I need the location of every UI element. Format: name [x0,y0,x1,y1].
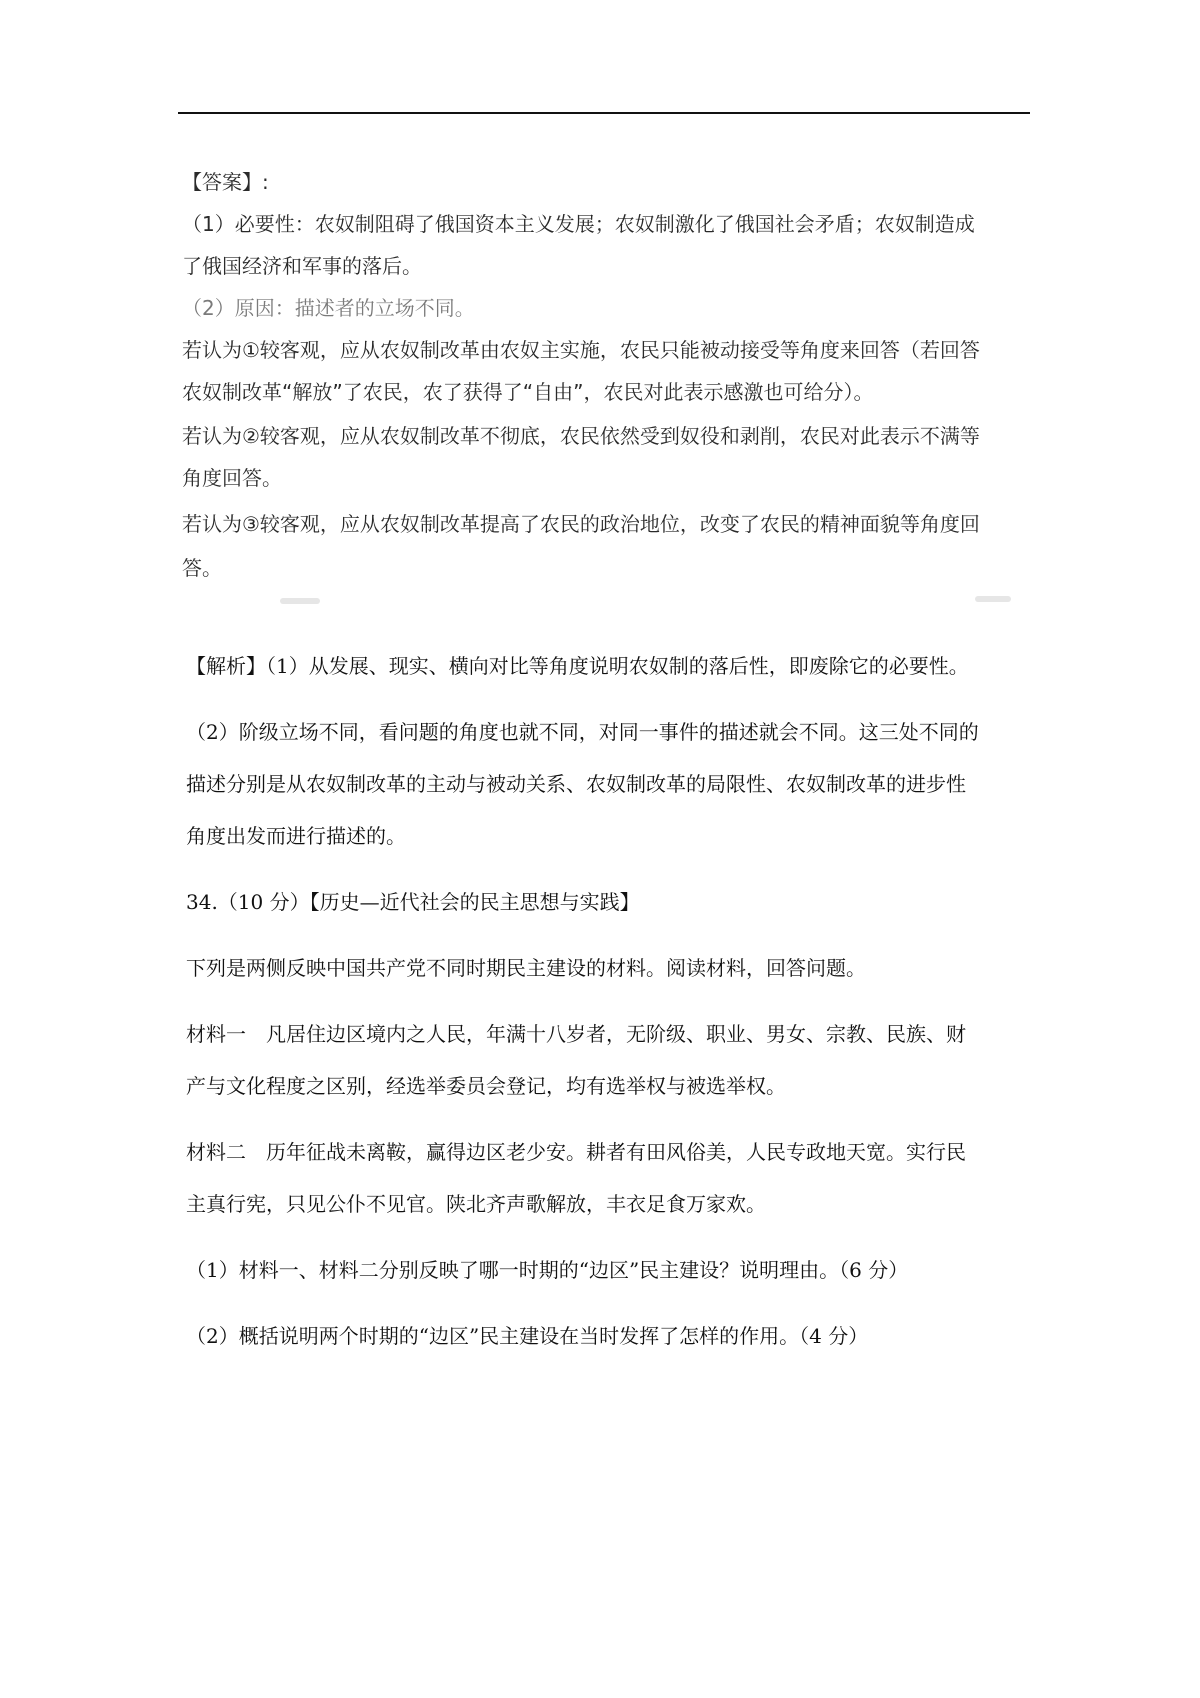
answer-line: 若认为③较客观，应从农奴制改革提高了农民的政治地位，改变了农民的精神面貌等角度回 [182,512,980,536]
answer-line: 若认为②较客观，应从农奴制改革不彻底，农民依然受到奴役和剥削，农民对此表示不满等 [182,424,980,448]
answer-line: 答。 [182,556,222,580]
material-two-cont: 主真行宪，只见公仆不见官。陕北齐声歌解放，丰衣足食万家欢。 [186,1192,766,1216]
scan-smudge [280,598,320,604]
answer-heading: 【答案】: [182,170,269,194]
answer-line: （1）必要性：农奴制阻碍了俄国资本主义发展；农奴制激化了俄国社会矛盾；农奴制造成 [182,212,975,236]
answer-line: 农奴制改革“解放”了农民，农了获得了“自由”，农民对此表示感激也可给分）。 [182,380,874,404]
analysis-line: 【解析】（1）从发展、现实、横向对比等角度说明农奴制的落后性，即废除它的必要性。 [186,654,969,678]
header-rule [178,112,1030,114]
analysis-line: 角度出发而进行描述的。 [186,824,406,848]
analysis-block [186,640,1026,862]
material-one-cont: 产与文化程度之区别，经选举委员会登记，均有选举权与被选举权。 [186,1074,786,1098]
scanned-answer-image [170,152,1050,612]
sub-question-2: （2）概括说明两个时期的“边区”民主建设在当时发挥了怎样的作用。（4 分） [186,1324,869,1348]
question-block [186,876,1026,1362]
material-two: 材料二 历年征战未离鞍，赢得边区老少安。耕者有田风俗美，人民专政地天宽。实行民 [186,1140,966,1164]
analysis-line: 描述分别是从农奴制改革的主动与被动关系、农奴制改革的局限性、农奴制改革的进步性 [186,772,966,796]
answer-line: 若认为①较客观，应从农奴制改革由农奴主实施，农民只能被动接受等角度来回答（若回答 [182,338,980,362]
answer-line: （2）原因：描述者的立场不同。 [182,296,475,320]
analysis-line: （2）阶级立场不同，看问题的角度也就不同，对同一事件的描述就会不同。这三处不同的 [186,720,979,744]
sub-question-1: （1）材料一、材料二分别反映了哪一时期的“边区”民主建设？说明理由。（6 分） [186,1258,909,1282]
question-intro: 下列是两侧反映中国共产党不同时期民主建设的材料。阅读材料，回答问题。 [186,956,866,980]
material-one: 材料一 凡居住边区境内之人民，年满十八岁者，无阶级、职业、男女、宗教、民族、财 [186,1022,966,1046]
scan-smudge [975,596,1011,602]
answer-line: 角度回答。 [182,466,282,490]
question-title: 34.（10 分）【历史—近代社会的民主思想与实践】 [186,890,640,914]
answer-line: 了俄国经济和军事的落后。 [182,254,422,278]
